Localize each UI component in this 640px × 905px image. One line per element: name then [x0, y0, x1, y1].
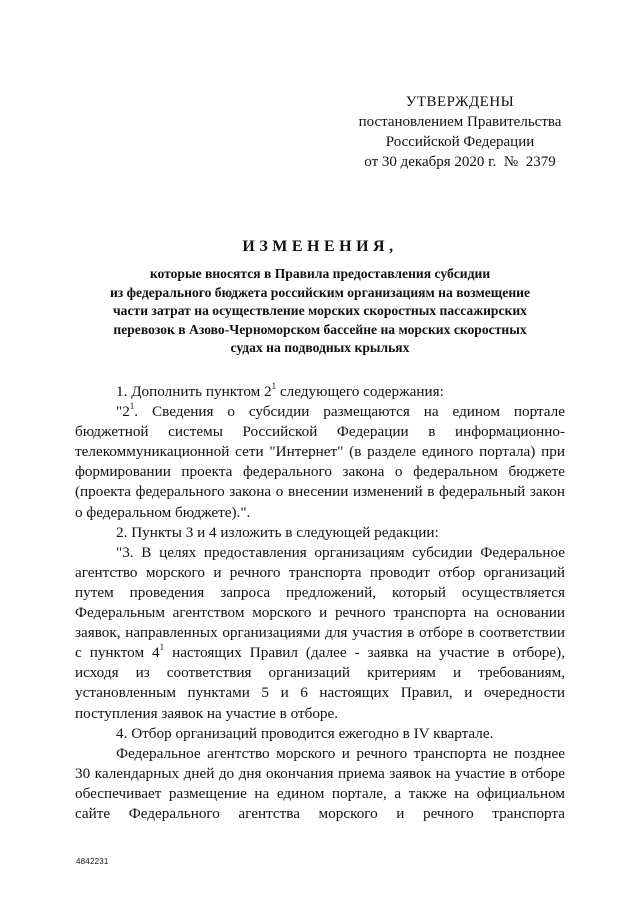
approval-date-number: от 30 декабря 2020 г. № 2379	[364, 154, 556, 170]
subtitle-line: судах на подводных крыльях	[230, 340, 410, 355]
paragraph-text: 1. Дополнить пунктом 2	[116, 383, 272, 400]
paragraph-2	[75, 402, 565, 523]
paragraph-4	[75, 543, 565, 724]
approval-heading: УТВЕРЖДЕНЫ	[405, 94, 515, 110]
paragraph-text: следующего содержания:	[276, 383, 444, 400]
superscript: 1	[271, 380, 277, 391]
approval-stamp	[350, 92, 570, 172]
paragraph-6: Федеральное агентство морского и речного транспорта не позднее 30 календарных дней до дня окончания приема заявок на участие в отборе обеспечивает размещение на едином портале, а также на официальном сайте Федерального агентства морского и речного транспорта	[75, 744, 565, 822]
paragraph-5: 4. Отбор организаций проводится ежегодно в IV квартале.	[116, 724, 494, 742]
paragraph-1	[75, 382, 565, 402]
subtitle-line: которые вносятся в Правила предоставления субсидии	[149, 266, 491, 281]
superscript: 1	[159, 642, 165, 653]
subtitle-line: перевозок в Азово-Черноморском бассейне на морских скоростных	[113, 321, 527, 337]
paragraph-text: настоящих Правил (далее - заявка на участие в отборе), исходя из соответствия организаций критериям и требованиям, установленным пунктами 5 и 6 настоящих Правил, и очередности поступления заявок на участие в отборе.	[75, 644, 565, 722]
paragraph-3: 2. Пункты 3 и 4 изложить в следующей редакции:	[116, 523, 439, 541]
superscript: 1	[129, 401, 135, 412]
subtitle-line: из федерального бюджета российским организациям на возмещение	[109, 284, 531, 300]
approval-line: Российской Федерации	[385, 134, 535, 150]
paragraph-text: . Сведения о субсидии размещаются на едином портале бюджетной системы Российской Федерации в информационно-телекоммуникационной сети "Интернет" (в разделе единого портала) при формировании проекта федерального закона о федеральном бюджете (проекта федерального закона о внесении изменений в федеральный закон о федеральном бюджете).".	[75, 403, 565, 521]
document-title: ИЗМЕНЕНИЯ,	[242, 238, 398, 255]
document-subtitle	[75, 265, 565, 358]
approval-line: постановлением Правительства	[358, 114, 562, 130]
subtitle-line: части затрат на осуществление морских скоростных пассажирских	[113, 303, 527, 318]
document-body	[75, 382, 565, 824]
paragraph-text: "2	[116, 403, 130, 421]
document-code: 4842231	[76, 857, 109, 866]
paragraph-text: "3. В целях предоставления организациям субсидии Федеральное агентство морского и речного транспорта проводит отбор организаций путем проведения запроса предложений, который осуществляется Федеральным агентством морского и речного транспорта на основании заявок, направленных организациями для участия в отборе в соответствии с пунктом 4	[75, 543, 565, 662]
